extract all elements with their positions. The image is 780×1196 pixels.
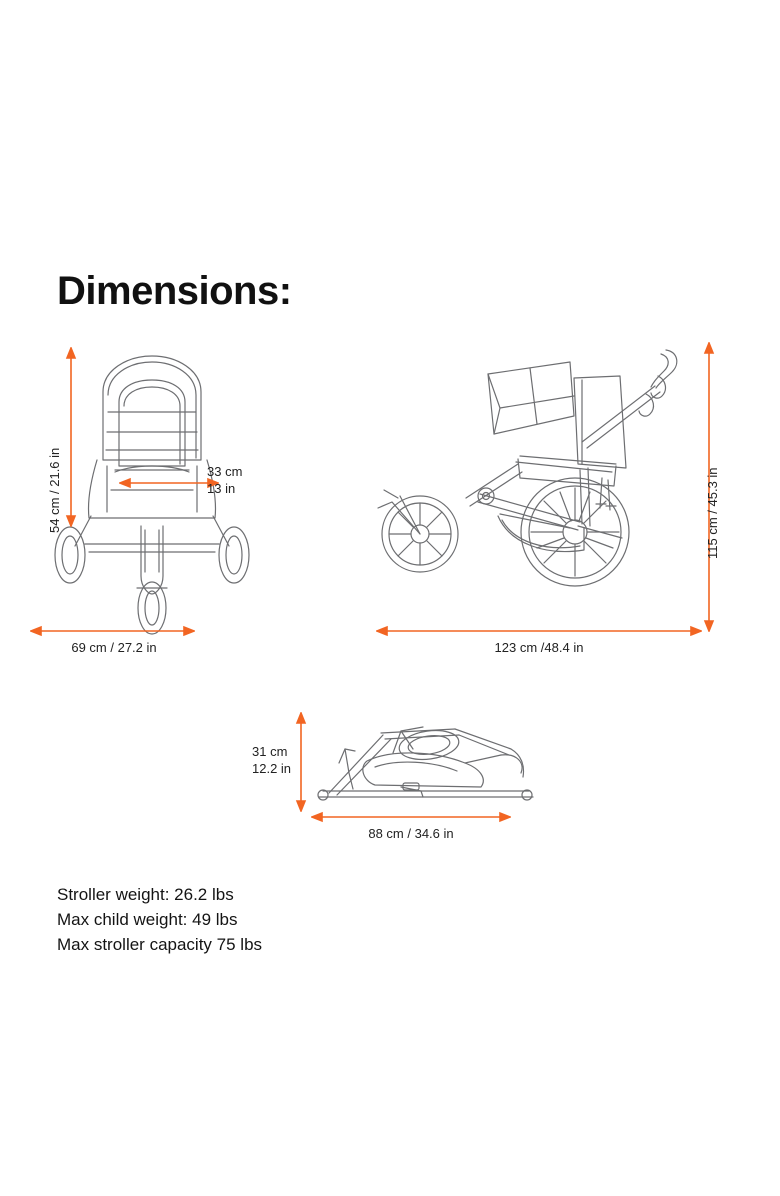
folded-length-dimension-line <box>311 810 511 824</box>
side-length-label: 123 cm /48.4 in <box>494 640 584 655</box>
seat-width-label-cm: 33 cm <box>207 464 243 479</box>
folded-view-illustration <box>305 705 555 815</box>
side-height-label: 115 cm / 45.3 in <box>705 467 720 559</box>
spec-max-capacity: Max stroller capacity 75 lbs <box>57 935 263 954</box>
specs-list <box>57 882 262 957</box>
folded-height-dimension-line <box>294 712 308 812</box>
side-length-dimension-line <box>376 624 702 638</box>
folded-height-label-in: 12.2 in <box>252 761 292 776</box>
spec-stroller-weight: Stroller weight: 26.2 lbs <box>57 885 234 904</box>
page-title: Dimensions: <box>57 268 292 313</box>
seat-width-label-in: 13 in <box>207 481 236 496</box>
side-view-illustration <box>370 338 680 638</box>
front-width-dimension-line <box>30 624 195 638</box>
spec-max-child-weight: Max child weight: 49 lbs <box>57 910 238 929</box>
folded-height-label-cm: 31 cm <box>252 744 288 759</box>
folded-length-label: 88 cm / 34.6 in <box>368 826 454 841</box>
front-width-label: 69 cm / 27.2 in <box>71 640 157 655</box>
dimensions-diagram <box>0 320 780 850</box>
front-height-label: 54 cm / 21.6 in <box>47 447 62 533</box>
seat-width-dimension-line <box>119 476 219 490</box>
